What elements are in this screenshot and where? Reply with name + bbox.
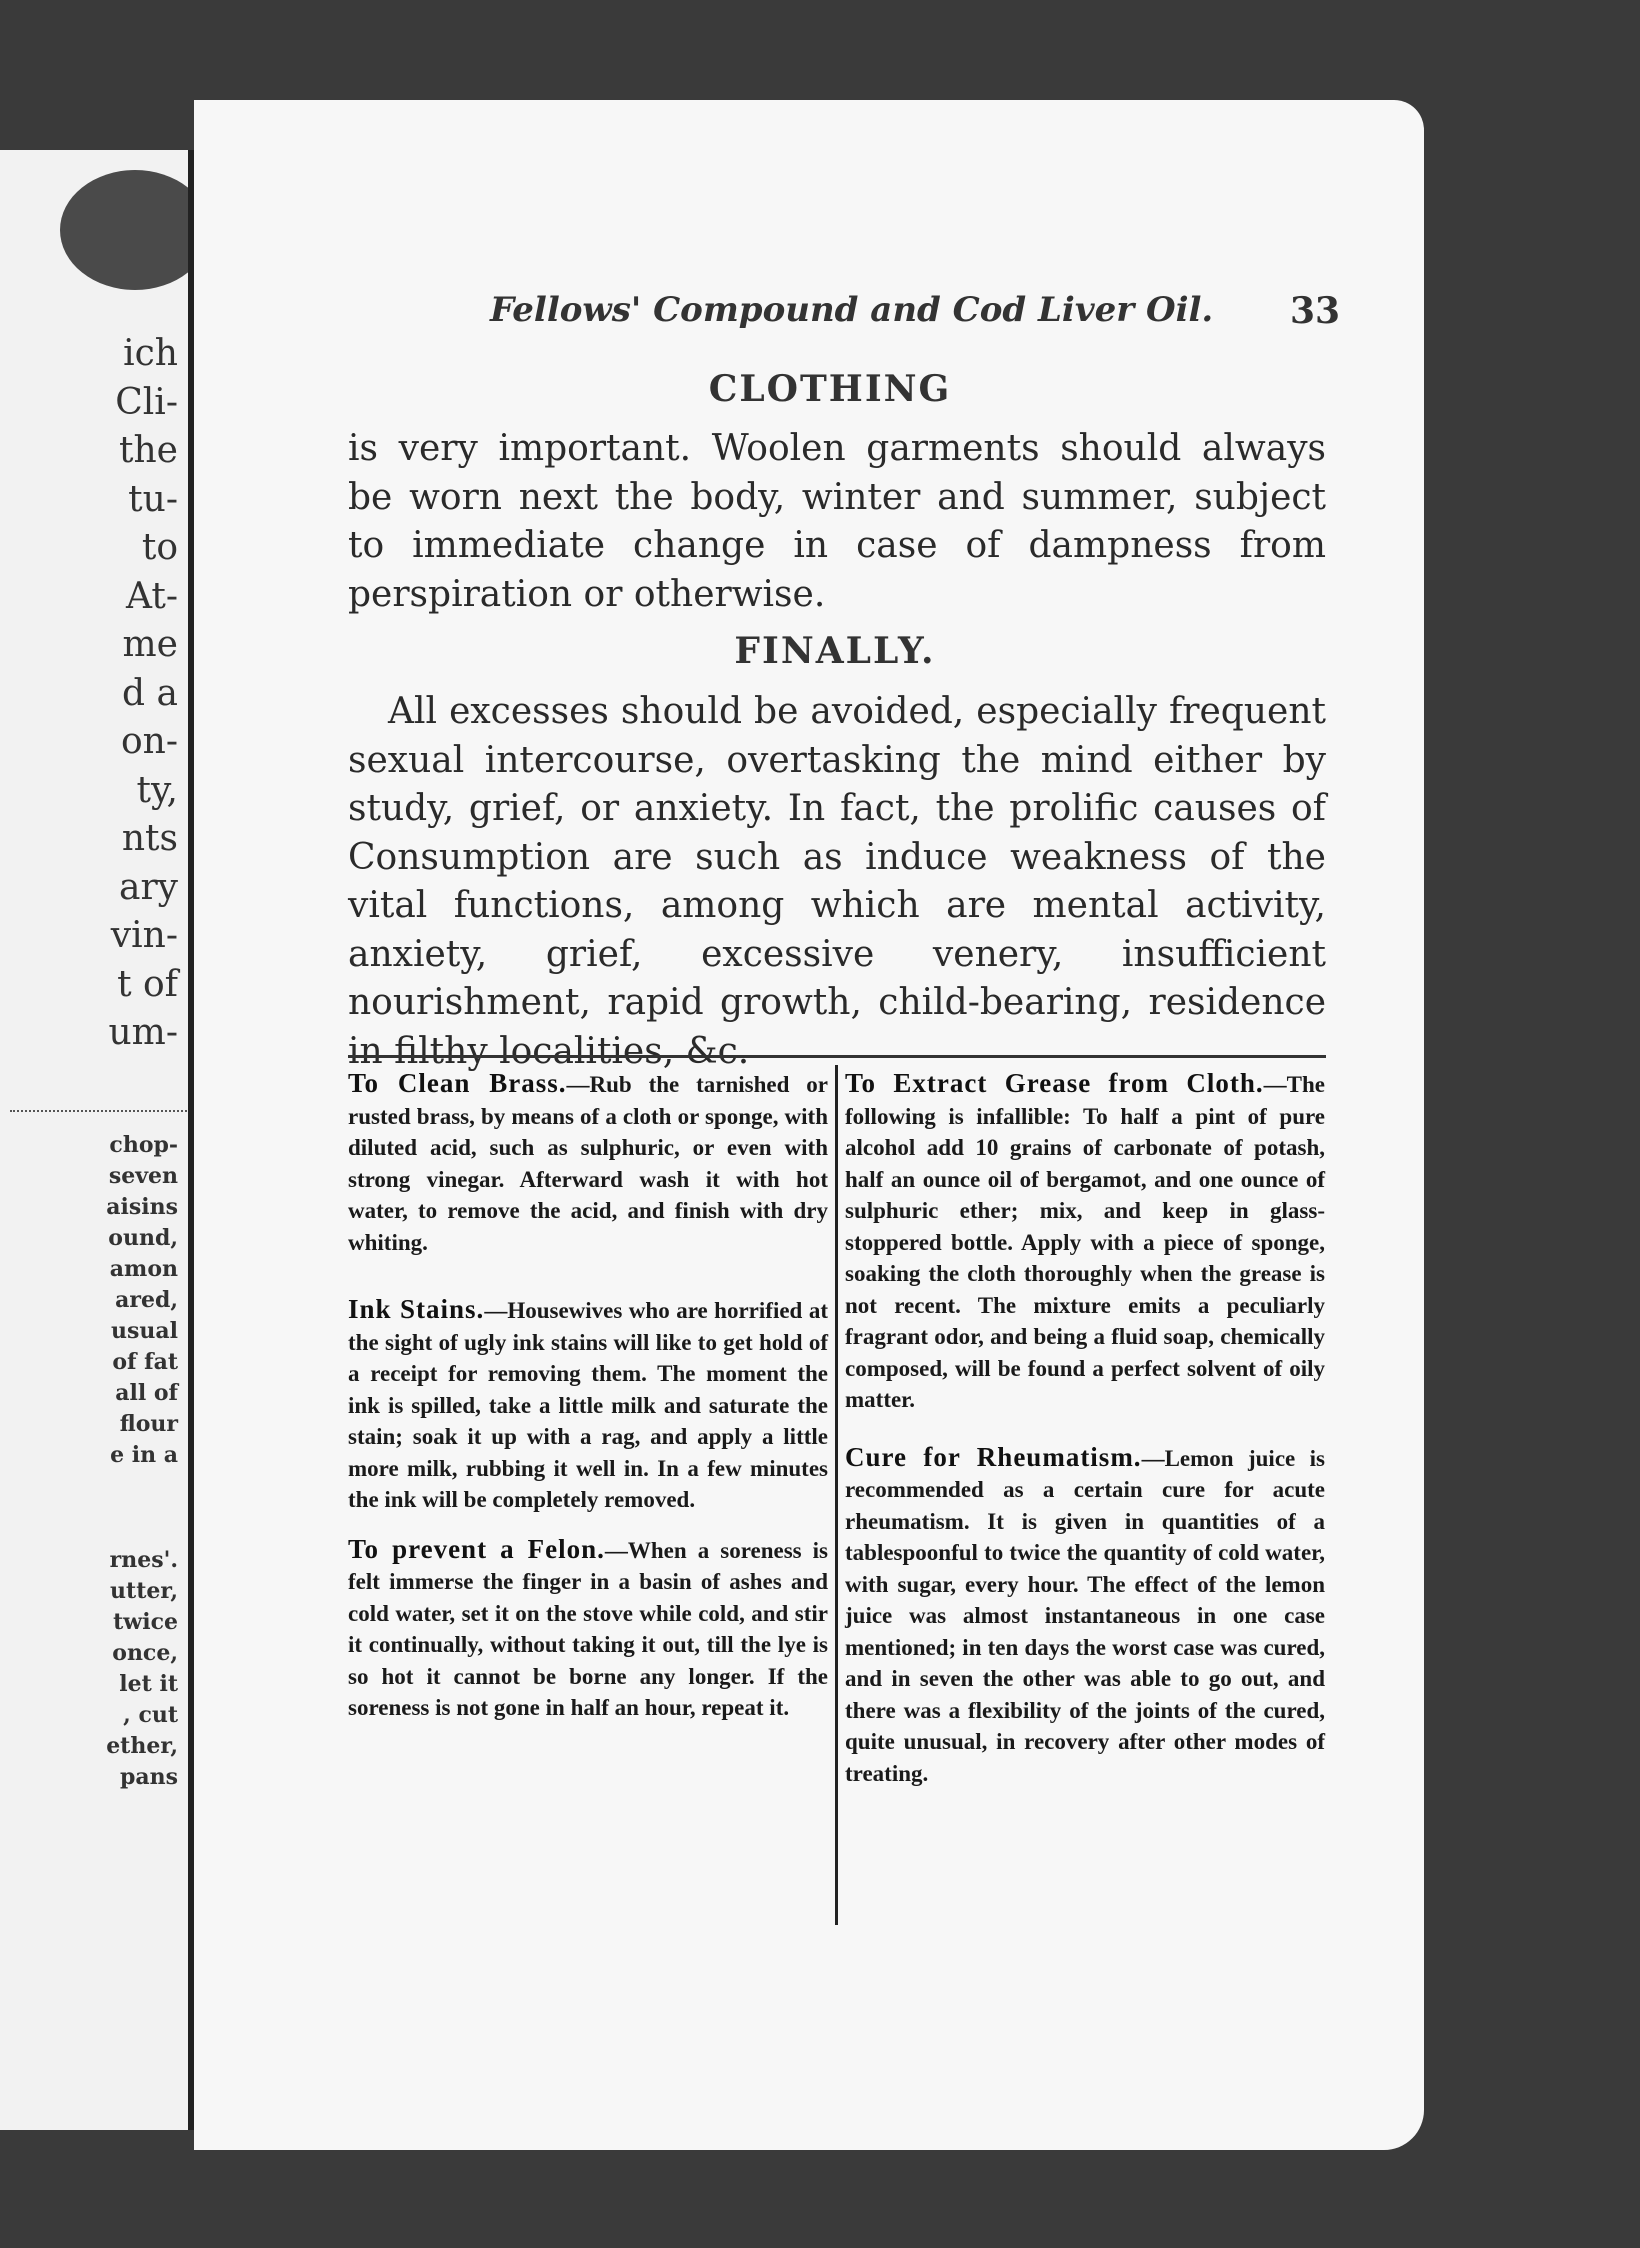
fragment: ty, bbox=[136, 769, 178, 811]
fragment: aisins bbox=[106, 1194, 178, 1220]
fragment: d a bbox=[122, 672, 178, 714]
article-title: Ink Stains. bbox=[348, 1294, 485, 1324]
fragment: chop- bbox=[109, 1132, 178, 1158]
fragment: once, bbox=[112, 1640, 178, 1666]
running-title: Fellows' Compound and Cod Liver Oil. bbox=[490, 290, 1214, 330]
article-title: To prevent a Felon. bbox=[348, 1533, 605, 1564]
clothing-paragraph: is very important. Woolen garments should always be worn next the body, winter and summer, subject to immediate change in case of dampness from perspiration or otherwise. bbox=[348, 428, 1326, 615]
article-ink-stains bbox=[348, 1294, 828, 1516]
right-column bbox=[845, 1068, 1325, 1807]
fragment: e in a bbox=[110, 1442, 178, 1468]
article-rheumatism bbox=[845, 1442, 1325, 1790]
fragment: let it bbox=[119, 1671, 178, 1697]
fragment: amon bbox=[109, 1256, 178, 1282]
finally-heading: FINALLY. bbox=[734, 630, 936, 672]
fragment: ound, bbox=[108, 1225, 178, 1251]
fragment: , cut bbox=[123, 1702, 178, 1728]
fragment: tu- bbox=[128, 478, 178, 520]
fragment: of fat bbox=[112, 1349, 178, 1375]
fragment: At- bbox=[126, 575, 178, 617]
fragment: Cli- bbox=[115, 381, 178, 423]
finally-paragraph: All excesses should be avoided, especially frequent sexual intercourse, overtasking the mind either by study, grief, or anxiety. In fact, the prolific causes of Consumption are such as induce weakness of the vital functions, among which are mental activity, anxiety, grief, excessive venery, insufficient nourishment, rapid growth, child-bearing, residence in filthy localities, &c. bbox=[348, 691, 1326, 1072]
fragment: rnes'. bbox=[109, 1547, 178, 1573]
fragment: utter, bbox=[110, 1578, 178, 1604]
fragment: me bbox=[122, 624, 178, 665]
article-body: —The following is infallible: To half a pint of pure alcohol add 10 grains of carbonate of potash, half an ounce oil of bergamot, and one ounce of sulphuric ether; mix, and keep in glass-stoppered bottle. Apply with a piece of sponge, soaking the cloth thoroughly when the grease is not recent. The mixture emits a peculiarly fragrant odor, and being a fluid soap, chemically composed, will be found a perfect solvent of oily matter. bbox=[845, 1072, 1325, 1412]
page-number: 33 bbox=[1290, 290, 1341, 332]
article-body: —Rub the tarnished or rusted brass, by means of a cloth or sponge, with diluted acid, such as sulphuric, or even with strong vinegar. Afterward wash it with hot water, to remove the acid, and finish with dry whiting. bbox=[348, 1072, 828, 1255]
article-prevent-felon bbox=[348, 1534, 828, 1724]
left-page-small-fragments-2 bbox=[106, 1545, 178, 1793]
left-divider bbox=[10, 1110, 190, 1112]
fragment: the bbox=[119, 430, 178, 471]
fragment: flour bbox=[119, 1411, 178, 1437]
fragment: on- bbox=[120, 721, 178, 762]
clothing-heading: CLOTHING bbox=[708, 368, 952, 410]
fragment: ary bbox=[118, 866, 178, 908]
left-column bbox=[348, 1068, 828, 1742]
article-title: To Extract Grease from Cloth. bbox=[845, 1068, 1264, 1098]
article-title: To Clean Brass. bbox=[348, 1068, 567, 1098]
left-page-small-fragments bbox=[106, 1130, 178, 1471]
article-body: —Housewives who are horrified at the sight of ugly ink stains will like to get hold of a receipt for removing them. The moment the ink is spilled, take a little milk and saturate the stain; soak it up with a rag, and apply a little more milk, rubbing it well in. In a few minutes the ink will be completely removed. bbox=[348, 1298, 828, 1512]
fragment: vin- bbox=[110, 915, 178, 956]
article-title: Cure for Rheumatism. bbox=[845, 1441, 1142, 1472]
article-body: —When a soreness is felt immerse the finger in a basin of ashes and cold water, set it on the stove while cold, and stir it continually, without taking it out, till the lye is so hot it cannot be borne any longer. If the soreness is not gone in half an hour, repeat it. bbox=[348, 1537, 828, 1720]
fragment: nts bbox=[121, 818, 178, 859]
article-clean-brass bbox=[348, 1068, 828, 1258]
left-page-fragments bbox=[109, 330, 179, 1058]
left-page bbox=[0, 150, 190, 2130]
article-extract-grease bbox=[845, 1068, 1325, 1416]
fragment: usual bbox=[111, 1318, 178, 1344]
fragment: all of bbox=[115, 1380, 178, 1406]
fragment: ether, bbox=[106, 1733, 178, 1759]
article-body: —Lemon juice is recommended as a certain cure for acute rheumatism. It is given in quantities of a tablespoonful to twice the quantity of cold water, with sugar, every hour. The effect of the lemon juice was almost instantaneous in one case mentioned; in ten days the worst case was cured, and in seven the other was able to go out, and there was a flexibility of the joints of the cured, quite unusual, in recovery after other modes of treating. bbox=[845, 1445, 1325, 1786]
fragment: to bbox=[141, 527, 178, 568]
fragment: twice bbox=[113, 1609, 178, 1635]
fragment: t of bbox=[117, 963, 178, 1005]
fragment: um- bbox=[108, 1012, 178, 1053]
fragment: pans bbox=[119, 1764, 178, 1790]
fragment: ared, bbox=[115, 1287, 178, 1313]
column-divider bbox=[835, 1065, 838, 1925]
section-divider bbox=[348, 1055, 1326, 1058]
fragment: ich bbox=[123, 333, 178, 374]
fragment: seven bbox=[108, 1163, 178, 1189]
